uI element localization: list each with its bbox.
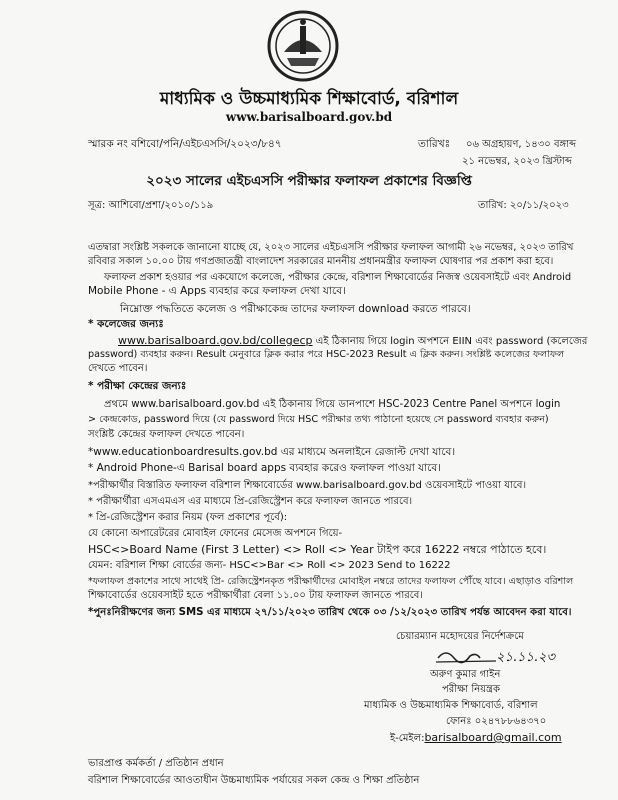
date-english: ২১ নভেম্বর, ২০২৩ খ্রিস্টাব্দ: [462, 156, 572, 167]
college-line2: password) ব্যবহার করুন। Result মেনুবারে ক্লিক করার পরে HSC-2023 Result এ ক্লিক করুন। সংশ্লিষ্ট কলেজের ফলাফল: [88, 349, 565, 360]
distribution-line2: বরিশাল শিক্ষাবোর্ডের আওতাধীন উচ্চমাধ্যমিক পর্যায়ের সকল কেন্দ্র ও শিক্ষা প্রতিষ্ঠান: [88, 775, 420, 786]
board-logo: [262, 8, 344, 84]
bullet-sms: * পরীক্ষার্থীরা এসএমএস এর মাধ্যমে প্রি-রেজিস্ট্রেশন করে ফলাফল জানতে পারবে।: [88, 496, 413, 507]
centre-heading: * পরীক্ষা কেন্দ্রের জন্যঃ: [88, 380, 187, 392]
sms-instruction: যে কোনো অপারেটরের মোবাইল ফোনের মেসেজ অপশনে গিয়ে-: [88, 528, 343, 539]
bullet-preregistration: * প্রি-রেজিস্ট্রেশন করার নিয়ম (ফল প্রকাশের পূর্বে):: [88, 512, 288, 523]
college-line3: দেখতে পাবেন।: [88, 363, 148, 374]
bullet-android-apps: * Android Phone-এ Barisal board apps ব্যবহার করেও ফলাফল পাওয়া যাবে।: [88, 462, 441, 474]
centre-line3: সংশ্লিষ্ট কেন্দ্রের ফলাফল দেখতে পাবেন।: [88, 429, 245, 440]
signatory-phone: ফোনঃ ০২৪৭৮৮৬৪৩৭০: [446, 716, 547, 727]
para1-line1: এতদ্বারা সংশ্লিষ্ট সকলকে জানানো যাচ্ছে যে, ২০২৩ সালের এইচএসসি পরীক্ষার ফলাফল আগামী ২৬ নভেম্বর, ২০২৩ তারিখ: [88, 242, 574, 253]
para1-line2: রবিবার সকাল ১০.০০ টায় গণপ্রজাতন্ত্রী বাংলাদেশ সরকারের মাননীয় প্রধানমন্ত্রীর ফলাফল ঘোষণার পর প্রকাশ করা হবে।: [88, 256, 554, 267]
prereg-line2: শিক্ষাবোর্ডের ওয়েবসাইট হতে পরীক্ষার্থীরা বেলা ১১.০০ টায় ফলাফল জানতে পারবে।: [88, 590, 423, 601]
para2-line2: Mobile Phone - এ Apps ব্যবহার করে ফলাফল দেখা যাবে।: [88, 285, 346, 297]
centre-line2: > কেন্দ্রকোড, password দিয়ে (যে password দিয়ে HSC পরীক্ষার তথ্য পাঠানো হয়েছে সে password ব্যবহার করুন): [88, 414, 549, 425]
recheck-notice: *পুনঃনিরীক্ষণের জন্য SMS এর মাধ্যমে ২৭/১১/২০২৩ তারিখ থেকে ০৩ /১২/২০২৩ তারিখ পর্যন্ত আবেদন করা যাবে।: [88, 607, 572, 618]
reference-source: সূত্র: আশিবো/প্রশা/২০১০/১১৯: [88, 200, 214, 211]
distribution-line1: ভারপ্রাপ্ত কর্মকর্তা / প্রতিষ্ঠান প্রধান: [88, 758, 224, 769]
college-heading: * কলেজের জন্যঃ: [88, 318, 164, 330]
college-line1: [118, 334, 587, 348]
college-line1-rest: এই ঠিকানায় গিয়ে login অপশনে EIIN এবং password (কলেজের: [312, 336, 588, 347]
sms-example: যেমন: বরিশাল শিক্ষা বোর্ডের জন্য- HSC<>Bar <> Roll <> 2023 Send to 16222: [88, 560, 451, 571]
date-bangla: ০৬ অগ্রহায়ণ, ১৪৩০ বঙ্গাব্দ: [466, 139, 577, 150]
para2-line1: ফলাফল প্রকাশ হওয়ার পর একযোগে কলেজে, পরীক্ষার কেন্দ্রে, বরিশাল শিক্ষাবোর্ডের নিজস্ব ওয়েবসাইটে এবং Android: [104, 272, 572, 283]
handwritten-signature: [436, 646, 566, 668]
centre-line1: প্রথমে www.barisalboard.gov.bd এই ঠিকানায় গিয়ে ডানপাশে HSC-2023 Centre Panel অপশনে login: [104, 399, 561, 410]
signature-date: ২১.১১.২৩: [496, 650, 555, 665]
date-label: তারিখঃ: [418, 138, 451, 150]
board-website: www.barisalboard.gov.bd: [225, 110, 393, 124]
bullet-online-result: *www.educationboardresults.gov.bd এর মাধ্যমে অনলাইনে রেজাল্ট দেখা যাবে।: [88, 446, 456, 458]
sms-format: HSC<>Board Name (First 3 Letter) <> Roll <> Year টাইপ করে 16222 নম্বরে পাঠাতে হবে।: [88, 543, 547, 556]
prereg-line1: *ফলাফল প্রকাশের সাথে সাথেই প্রি- রেজিস্ট্রেশনকৃত পরীক্ষার্থীদের মোবাইল নম্বরে তাদের ফলাফল পৌঁছে যাবে। এছাড়াও বরিশাল: [88, 576, 574, 587]
order-line: চেয়ারম্যান মহোদয়ের নির্দেশক্রমে: [396, 631, 524, 642]
email-link[interactable]: barisalboard@gmail.com: [424, 731, 562, 744]
college-link[interactable]: www.barisalboard.gov.bd/collegecp: [118, 334, 313, 347]
signatory-office: মাধ্যমিক ও উচ্চমাধ্যমিক শিক্ষাবোর্ড, বরিশাল: [364, 700, 538, 711]
signatory-designation: পরীক্ষা নিয়ন্ত্রক: [442, 684, 500, 695]
signatory-name: অরুণ কুমার গাইন: [430, 669, 501, 680]
bullet-website-details: *পরীক্ষার্থীর বিস্তারিত ফলাফল বরিশাল শিক্ষাবোর্ডের www.barisalboard.gov.bd ওয়েবসাইটে পাওয়া যাবে।: [88, 480, 527, 491]
notice-title: ২০২৩ সালের এইচএসসি পরীক্ষার ফলাফল প্রকাশের বিজ্ঞপ্তি: [146, 173, 472, 189]
para3: নিম্নোক্ত পদ্ধতিতে কলেজ ও পরীক্ষাকেন্দ্র তাদের ফলাফল download করতে পারবে।: [120, 303, 471, 315]
board-name: মাধ্যমিক ও উচ্চমাধ্যমিক শিক্ষাবোর্ড, বরিশাল: [159, 89, 459, 109]
signatory-email-line: [390, 731, 562, 745]
email-label: ই-মেইল:: [390, 733, 425, 744]
memo-number: স্মারক নং বশিবো/পনি/এইচএসসি/২০২৩/৮৪৭: [88, 138, 282, 150]
reference-date: তারিখ: ২০/১১/২০২৩: [478, 200, 569, 211]
